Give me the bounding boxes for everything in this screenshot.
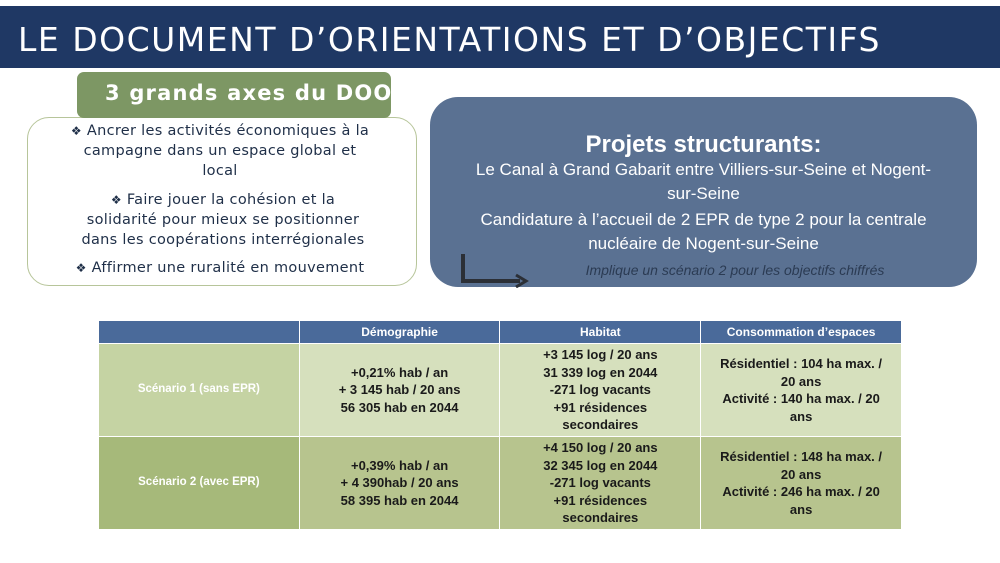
diamond-bullet-icon: ❖ <box>75 261 87 275</box>
cell-consommation: Résidentiel : 148 ha max. / 20 ans Activité : 246 ha max. / 20 ans <box>701 437 902 530</box>
axis-item-3: ❖ Affirmer une ruralité en mouvement <box>75 260 365 276</box>
table-header-consommation: Consommation d’espaces <box>701 321 902 344</box>
cell-habitat: +4 150 log / 20 ans 32 345 log en 2044 -271 log vacants +91 résidences secondaires <box>500 437 701 530</box>
table-header-demographie: Démographie <box>299 321 500 344</box>
cell-habitat: +3 145 log / 20 ans 31 339 log en 2044 -271 log vacants +91 résidences secondaires <box>500 344 701 437</box>
diamond-bullet-icon: ❖ <box>70 124 82 138</box>
table-row <box>99 437 902 530</box>
cell-demographie: +0,39% hab / an + 4 390hab / 20 ans 58 395 hab en 2044 <box>299 437 500 530</box>
row-label: Scénario 2 (avec EPR) <box>99 437 300 530</box>
projects-line: Candidature à l’accueil de 2 EPR de type 2 pour la centrale <box>480 210 927 229</box>
table-header-row <box>99 321 902 344</box>
table-header-empty <box>99 321 300 344</box>
table-header-habitat: Habitat <box>500 321 701 344</box>
page-title: LE DOCUMENT D’ORIENTATIONS ET D’OBJECTIFS <box>18 20 882 59</box>
projects-box <box>430 97 977 287</box>
projects-line: nucléaire de Nogent-sur-Seine <box>588 234 819 253</box>
axis-item-1: ❖ Ancrer les activités économiques à la campagne dans un espace global et local <box>70 123 370 179</box>
projects-line: sur-Seine <box>667 184 740 203</box>
projects-line: Le Canal à Grand Gabarit entre Villiers-sur-Seine et Nogent- <box>475 160 932 179</box>
diamond-bullet-icon: ❖ <box>110 193 122 207</box>
axes-header <box>77 72 391 118</box>
title-bar <box>0 6 1000 68</box>
scenario-table <box>98 320 902 530</box>
table-row <box>99 344 902 437</box>
bent-arrow-icon <box>458 252 533 288</box>
axis-item-2: ❖ Faire jouer la cohésion et la solidarité pour mieux se positionner dans les coopérations interrégionales <box>81 192 365 248</box>
projects-note: Implique un scénario 2 pour les objectifs chiffrés <box>585 262 885 278</box>
row-label: Scénario 1 (sans EPR) <box>99 344 300 437</box>
cell-consommation: Résidentiel : 104 ha max. / 20 ans Activité : 140 ha max. / 20 ans <box>701 344 902 437</box>
projects-title: Projets structurants: <box>585 131 822 158</box>
cell-demographie: +0,21% hab / an + 3 145 hab / 20 ans 56 305 hab en 2044 <box>299 344 500 437</box>
axes-header-text: 3 grands axes du DOO <box>105 81 393 105</box>
